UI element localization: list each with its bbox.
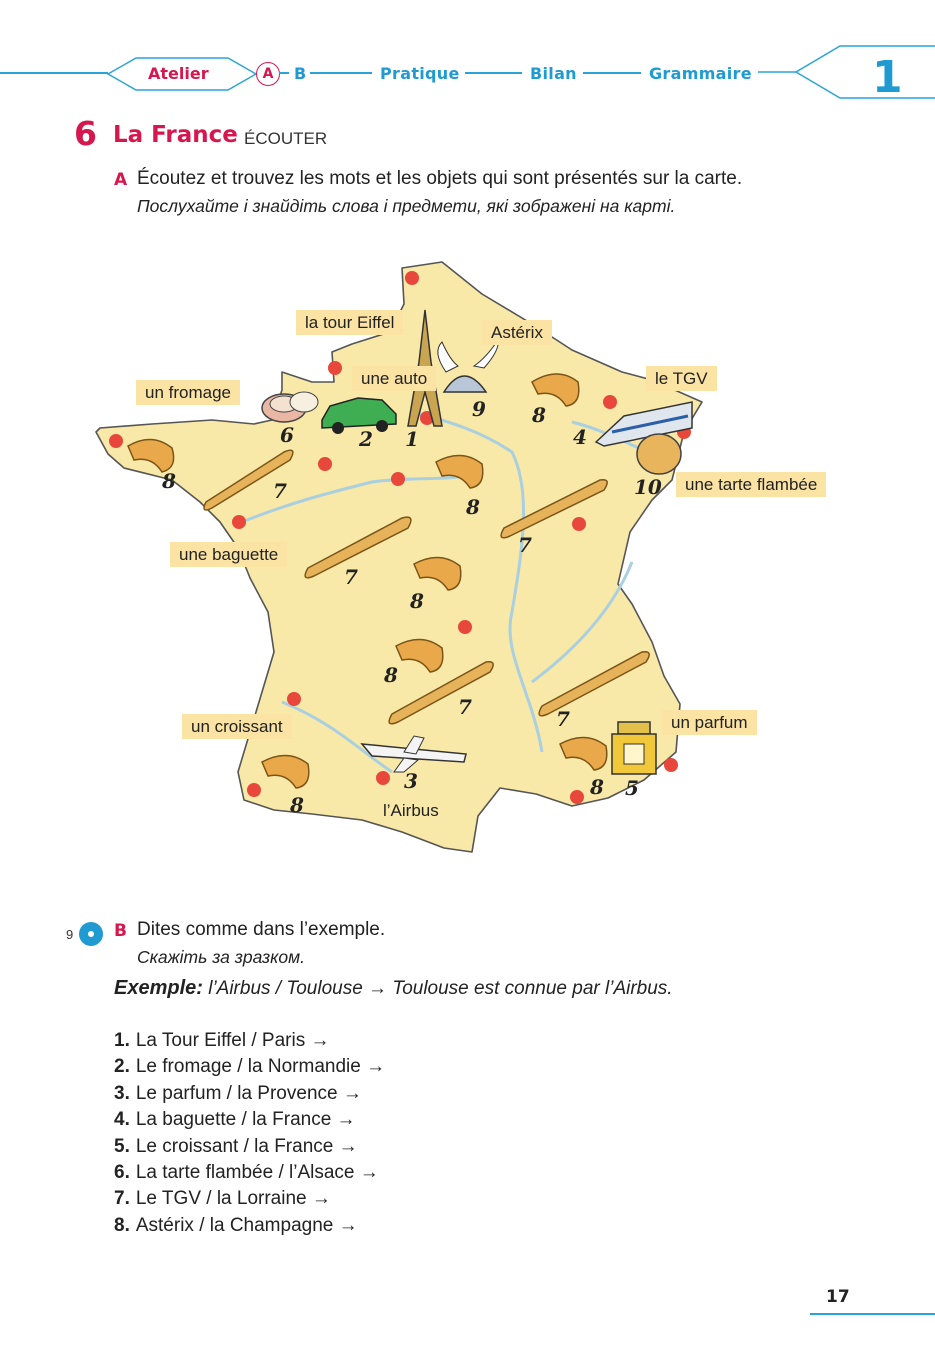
svg-text:8: 8 bbox=[466, 495, 480, 519]
nav-grammaire[interactable]: Grammaire bbox=[649, 64, 752, 83]
nav-b[interactable]: B bbox=[294, 64, 307, 83]
map-number-2: 2 bbox=[359, 427, 373, 451]
map-number-1: 1 bbox=[405, 427, 419, 451]
city-dot-icon bbox=[391, 472, 405, 486]
example-text: l’Airbus / Toulouse → Toulouse est connue par l’Airbus. bbox=[208, 978, 673, 999]
city-dot-icon bbox=[664, 758, 678, 772]
map-label-asterix: Astérix bbox=[482, 320, 552, 345]
list-item: 2. Le fromage / la Normandie → bbox=[114, 1056, 386, 1078]
svg-text:8: 8 bbox=[590, 775, 604, 799]
nav-pratique[interactable]: Pratique bbox=[380, 64, 460, 83]
city-dot-icon bbox=[328, 361, 342, 375]
example-line bbox=[114, 977, 673, 1000]
nav-a-active[interactable]: A bbox=[256, 62, 280, 86]
city-dot-icon bbox=[405, 271, 419, 285]
nav-atelier[interactable]: Atelier bbox=[148, 64, 209, 83]
svg-text:7: 7 bbox=[556, 707, 570, 731]
map-number-9: 9 bbox=[472, 397, 486, 421]
audio-track-number: 9 bbox=[66, 927, 74, 942]
task-b-letter: B bbox=[114, 921, 127, 941]
france-map bbox=[12, 232, 818, 882]
map-number-5: 5 bbox=[625, 776, 639, 800]
map-number-4: 4 bbox=[573, 425, 587, 449]
city-dot-icon bbox=[572, 517, 586, 531]
city-dot-icon bbox=[109, 434, 123, 448]
list-item: 3. Le parfum / la Provence → bbox=[114, 1082, 362, 1104]
svg-text:7: 7 bbox=[344, 565, 358, 589]
footer-line bbox=[810, 1313, 935, 1315]
list-item: 1. La Tour Eiffel / Paris → bbox=[114, 1030, 330, 1051]
task-b-translation: Скажіть за зразком. bbox=[137, 947, 305, 967]
unit-number: 1 bbox=[872, 52, 903, 103]
example-label: Exemple: bbox=[114, 977, 203, 999]
list-item: 7. Le TGV / la Lorraine → bbox=[114, 1188, 331, 1210]
svg-text:8: 8 bbox=[384, 663, 398, 687]
list-item: 5. Le croissant / la France → bbox=[114, 1135, 358, 1157]
svg-text:7: 7 bbox=[518, 533, 532, 557]
list-item: 4. La baguette / la France → bbox=[114, 1109, 356, 1131]
map-number-10: 10 bbox=[634, 475, 662, 499]
city-dot-icon bbox=[287, 692, 301, 706]
map-label-airbus: l’Airbus bbox=[383, 801, 439, 820]
list-item: 8. Astérix / la Champagne → bbox=[114, 1214, 358, 1236]
cd-audio-icon[interactable] bbox=[79, 922, 103, 946]
perfume-bottle-icon bbox=[612, 722, 656, 774]
svg-text:7: 7 bbox=[273, 479, 287, 503]
section-title: La France bbox=[113, 122, 238, 148]
map-number-3: 3 bbox=[404, 769, 418, 793]
map-label-tour-eiffel: la tour Eiffel bbox=[296, 310, 403, 335]
city-dot-icon bbox=[603, 395, 617, 409]
task-a-translation: Послухайте і знайдіть слова і предмети, які зображені на карті. bbox=[137, 196, 676, 216]
svg-text:8: 8 bbox=[290, 793, 304, 817]
exercise-list bbox=[114, 1030, 385, 1241]
task-a-instruction: Écoutez et trouvez les mots et les objets qui sont présentés sur la carte. bbox=[137, 168, 743, 189]
city-dot-icon bbox=[318, 457, 332, 471]
list-item: 6. La tarte flambée / l’Alsace → bbox=[114, 1161, 379, 1183]
map-label-tgv: le TGV bbox=[646, 366, 717, 391]
task-a-letter: A bbox=[114, 170, 128, 190]
page-number: 17 bbox=[826, 1287, 850, 1307]
section-type: ÉCOUTER bbox=[244, 129, 328, 148]
svg-text:7: 7 bbox=[458, 695, 472, 719]
map-number-6: 6 bbox=[280, 423, 294, 447]
svg-text:8: 8 bbox=[532, 403, 546, 427]
map-label-fromage: un fromage bbox=[136, 380, 240, 405]
unit-tab-outline bbox=[758, 40, 935, 106]
city-dot-icon bbox=[232, 515, 246, 529]
city-dot-icon bbox=[570, 790, 584, 804]
map-label-auto: une auto bbox=[352, 366, 436, 391]
nav-line bbox=[0, 72, 108, 74]
map-number-8: 8 bbox=[162, 469, 176, 493]
nav-bilan[interactable]: Bilan bbox=[530, 64, 577, 83]
city-dot-icon bbox=[376, 771, 390, 785]
task-b-instruction: Dites comme dans l’exemple. bbox=[137, 919, 386, 940]
section-number: 6 bbox=[74, 114, 97, 153]
map-label-croissant: un croissant bbox=[182, 714, 292, 739]
map-label-baguette: une baguette bbox=[170, 542, 287, 567]
tarte-flambee-icon bbox=[637, 434, 681, 474]
city-dot-icon bbox=[458, 620, 472, 634]
map-label-tarte: une tarte flambée bbox=[676, 472, 826, 497]
map-label-parfum: un parfum bbox=[662, 710, 757, 735]
city-dot-icon bbox=[247, 783, 261, 797]
svg-text:8: 8 bbox=[410, 589, 424, 613]
